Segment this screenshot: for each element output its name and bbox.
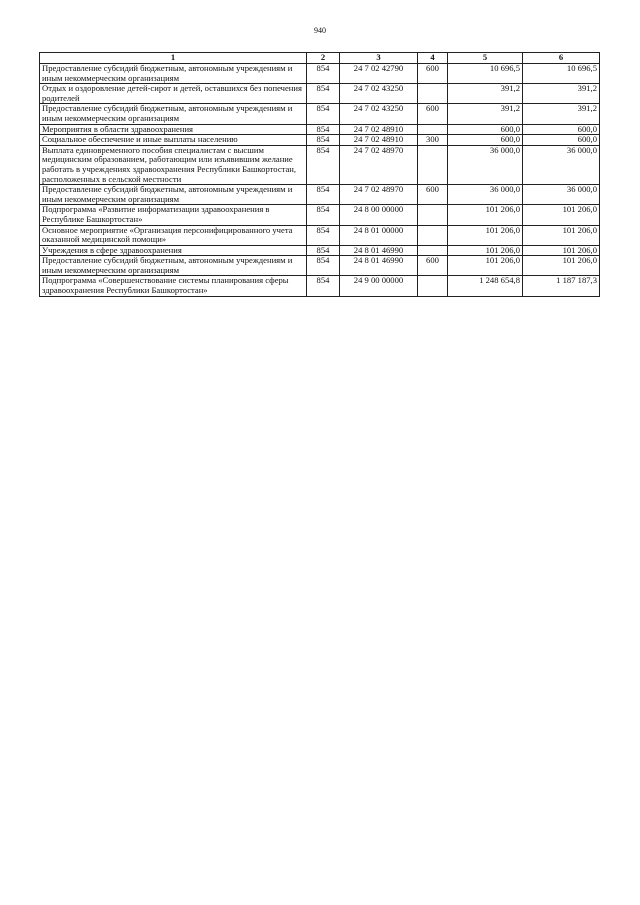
row-value-6: 600,0 [523,135,600,146]
table-row [40,145,600,184]
row-code: 24 7 02 48910 [340,124,418,135]
row-value-6: 391,2 [523,104,600,124]
column-header-5: 5 [448,53,523,64]
row-code: 24 7 02 48910 [340,135,418,146]
row-value-6: 36 000,0 [523,185,600,205]
row-name: Предоставление субсидий бюджетным, автономным учреждениям и иным некоммерческим организациям [40,256,307,276]
row-ministry: 854 [307,64,340,84]
row-ministry: 854 [307,185,340,205]
column-header-4: 4 [418,53,448,64]
row-value-6: 101 206,0 [523,225,600,245]
table-row [40,225,600,245]
row-type [418,124,448,135]
row-ministry: 854 [307,84,340,104]
row-value-5: 101 206,0 [448,225,523,245]
table-row [40,64,600,84]
row-value-6: 600,0 [523,124,600,135]
row-code: 24 7 02 48970 [340,185,418,205]
row-type: 600 [418,64,448,84]
row-code: 24 9 00 00000 [340,276,418,296]
column-header-3: 3 [340,53,418,64]
row-name: Основное мероприятие «Организация персонифицированного учета оказанной медицинской помощи» [40,225,307,245]
row-value-5: 101 206,0 [448,205,523,225]
row-type: 600 [418,104,448,124]
row-type [418,84,448,104]
row-value-5: 391,2 [448,84,523,104]
row-type [418,245,448,256]
row-ministry: 854 [307,135,340,146]
budget-table [39,52,600,297]
row-value-6: 101 206,0 [523,205,600,225]
column-header-2: 2 [307,53,340,64]
table-row [40,276,600,296]
row-code: 24 7 02 42790 [340,64,418,84]
row-ministry: 854 [307,225,340,245]
row-code: 24 8 00 00000 [340,205,418,225]
row-name: Предоставление субсидий бюджетным, автономным учреждениям и иным некоммерческим организациям [40,104,307,124]
row-code: 24 8 01 00000 [340,225,418,245]
row-ministry: 854 [307,276,340,296]
row-name: Мероприятия в области здравоохранения [40,124,307,135]
table-row [40,84,600,104]
column-header-6: 6 [523,53,600,64]
row-ministry: 854 [307,104,340,124]
table-row [40,256,600,276]
row-name: Учреждения в сфере здравоохранения [40,245,307,256]
page-number: 940 [314,26,326,35]
row-type: 300 [418,135,448,146]
row-value-6: 10 696,5 [523,64,600,84]
row-value-5: 10 696,5 [448,64,523,84]
row-ministry: 854 [307,256,340,276]
row-name: Отдых и оздоровление детей-сирот и детей, оставшихся без попечения родителей [40,84,307,104]
table-row [40,185,600,205]
row-name: Предоставление субсидий бюджетным, автономным учреждениям и иным некоммерческим организациям [40,64,307,84]
row-type: 600 [418,256,448,276]
row-value-5: 1 248 654,8 [448,276,523,296]
row-value-6: 391,2 [523,84,600,104]
row-code: 24 7 02 43250 [340,84,418,104]
row-code: 24 7 02 48970 [340,145,418,184]
row-value-6: 101 206,0 [523,256,600,276]
table-row [40,124,600,135]
row-type [418,225,448,245]
row-value-6: 1 187 187,3 [523,276,600,296]
row-code: 24 8 01 46990 [340,245,418,256]
table-header-row [40,53,600,64]
row-ministry: 854 [307,124,340,135]
row-value-5: 36 000,0 [448,145,523,184]
row-value-6: 36 000,0 [523,145,600,184]
row-value-5: 600,0 [448,135,523,146]
row-code: 24 8 01 46990 [340,256,418,276]
row-name: Подпрограмма «Совершенствование системы планирования сферы здравоохранения Республики Башкортостан» [40,276,307,296]
row-name: Подпрограмма «Развитие информатизации здравоохранения в Республике Башкортостан» [40,205,307,225]
row-type: 600 [418,185,448,205]
row-ministry: 854 [307,205,340,225]
row-value-5: 600,0 [448,124,523,135]
row-value-6: 101 206,0 [523,245,600,256]
row-value-5: 101 206,0 [448,256,523,276]
row-value-5: 391,2 [448,104,523,124]
row-type [418,205,448,225]
row-name: Предоставление субсидий бюджетным, автономным учреждениям и иным некоммерческим организациям [40,185,307,205]
row-value-5: 101 206,0 [448,245,523,256]
row-ministry: 854 [307,245,340,256]
row-value-5: 36 000,0 [448,185,523,205]
row-name: Социальное обеспечение и иные выплаты населению [40,135,307,146]
row-ministry: 854 [307,145,340,184]
row-code: 24 7 02 43250 [340,104,418,124]
row-type [418,276,448,296]
row-type [418,145,448,184]
table-row [40,104,600,124]
table-row [40,205,600,225]
column-header-1: 1 [40,53,307,64]
table-row [40,135,600,146]
table-row [40,245,600,256]
row-name: Выплата единовременного пособия специалистам с высшим медицинским образованием, работающим или изъявившим желание работать в учреждениях здравоохранения Республики Башкортостан, расположенных в сельской местности [40,145,307,184]
